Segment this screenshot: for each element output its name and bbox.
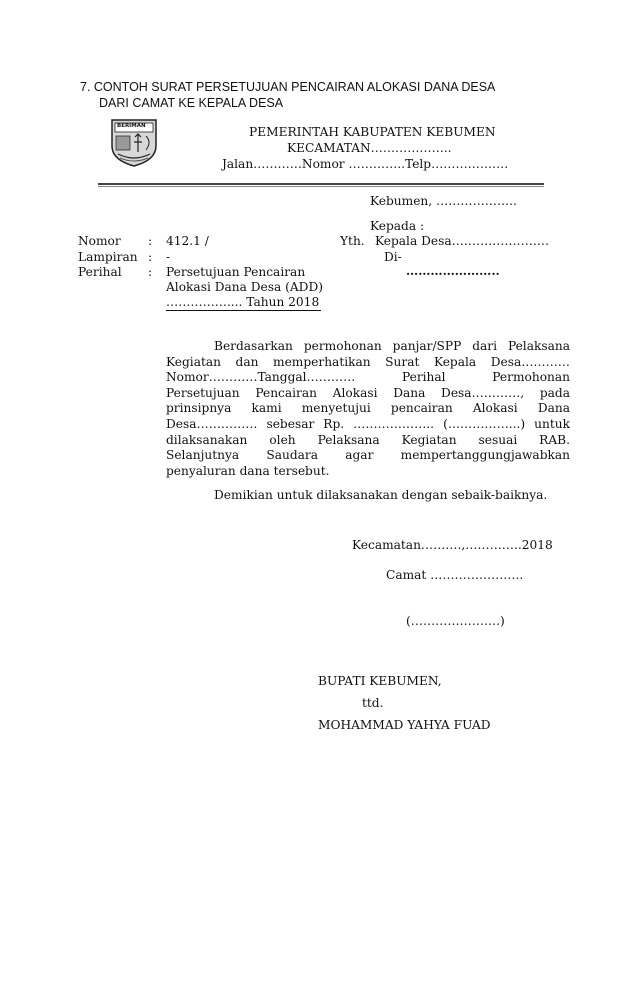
body-line: dilaksanakan oleh Pelaksana Kegiatan sesuai RAB. bbox=[166, 432, 570, 447]
lampiran-label: Lampiran bbox=[78, 250, 138, 264]
logo-text: BERIMAN bbox=[117, 123, 146, 129]
body-line: Nomor…………Tanggal………… Perihal Permohonan bbox=[166, 370, 570, 385]
signature-camat: Camat ………………….. bbox=[386, 568, 524, 582]
body-line: Berdasarkan permohonan panjar/SPP dari Pelaksana bbox=[214, 339, 570, 353]
nomor-sep: : bbox=[148, 234, 153, 248]
perihal-sep: : bbox=[148, 265, 153, 279]
lampiran-value: - bbox=[166, 250, 171, 264]
kop-address: Jalan…………Nomor …………..Telp………………. bbox=[222, 157, 509, 171]
body-line: prinsipnya kami menyetujui pencairan Alokasi Dana bbox=[166, 401, 570, 416]
section-heading-line2: DARI CAMAT KE KEPALA DESA bbox=[99, 96, 284, 110]
section-heading-line1: 7. CONTOH SURAT PERSETUJUAN PENCAIRAN ALOKASI DANA DESA bbox=[80, 80, 496, 94]
perihal-line3: …………….... Tahun 2018 bbox=[166, 295, 320, 309]
recipient-kepala-desa: Kepala Desa…………………… bbox=[375, 234, 550, 248]
recipient-place: ………………….. bbox=[406, 264, 500, 278]
kop-government: PEMERINTAH KABUPATEN KEBUMEN bbox=[249, 125, 496, 139]
nomor-value: 412.1 / bbox=[166, 234, 209, 248]
bupati-name: MOHAMMAD YAHYA FUAD bbox=[318, 718, 491, 732]
recipient-di: Di- bbox=[384, 250, 402, 264]
body-line: Persetujuan Pencairan Alokasi Dana Desa…………, pada bbox=[166, 385, 570, 400]
signature-name: (………………….) bbox=[406, 614, 505, 628]
kop-kecamatan: KECAMATAN……………….. bbox=[287, 141, 452, 155]
perihal-label: Perihal bbox=[78, 265, 122, 279]
perihal-line1: Persetujuan Pencairan bbox=[166, 265, 306, 279]
body-paragraph bbox=[166, 339, 570, 479]
body-line: penyaluran dana tersebut. bbox=[166, 463, 330, 478]
body-line: Desa…………… sebesar Rp. ……………….. (……………...) untuk bbox=[166, 416, 570, 431]
kop-rule-thick bbox=[98, 183, 544, 185]
recipient-kepada: Kepada : bbox=[370, 219, 425, 233]
bupati-ttd: ttd. bbox=[362, 696, 384, 710]
body-line: Kegiatan dan memperhatikan Surat Kepala Desa………… bbox=[166, 354, 570, 369]
lampiran-sep: : bbox=[148, 250, 153, 264]
signature-place-date: Kecamatan……….,…………..2018 bbox=[352, 538, 553, 552]
kop-rule-thin bbox=[98, 186, 544, 187]
letter-date: Kebumen, ……………….. bbox=[370, 194, 517, 208]
closing-line: Demikian untuk dilaksanakan dengan sebaik-baiknya. bbox=[214, 488, 548, 502]
recipient-yth: Yth. bbox=[340, 234, 365, 248]
perihal-line2: Alokasi Dana Desa (ADD) bbox=[166, 280, 323, 294]
bupati-title: BUPATI KEBUMEN, bbox=[318, 674, 442, 688]
nomor-label: Nomor bbox=[78, 234, 121, 248]
body-line: Selanjutnya Saudara agar mempertanggungjawabkan bbox=[166, 448, 570, 463]
